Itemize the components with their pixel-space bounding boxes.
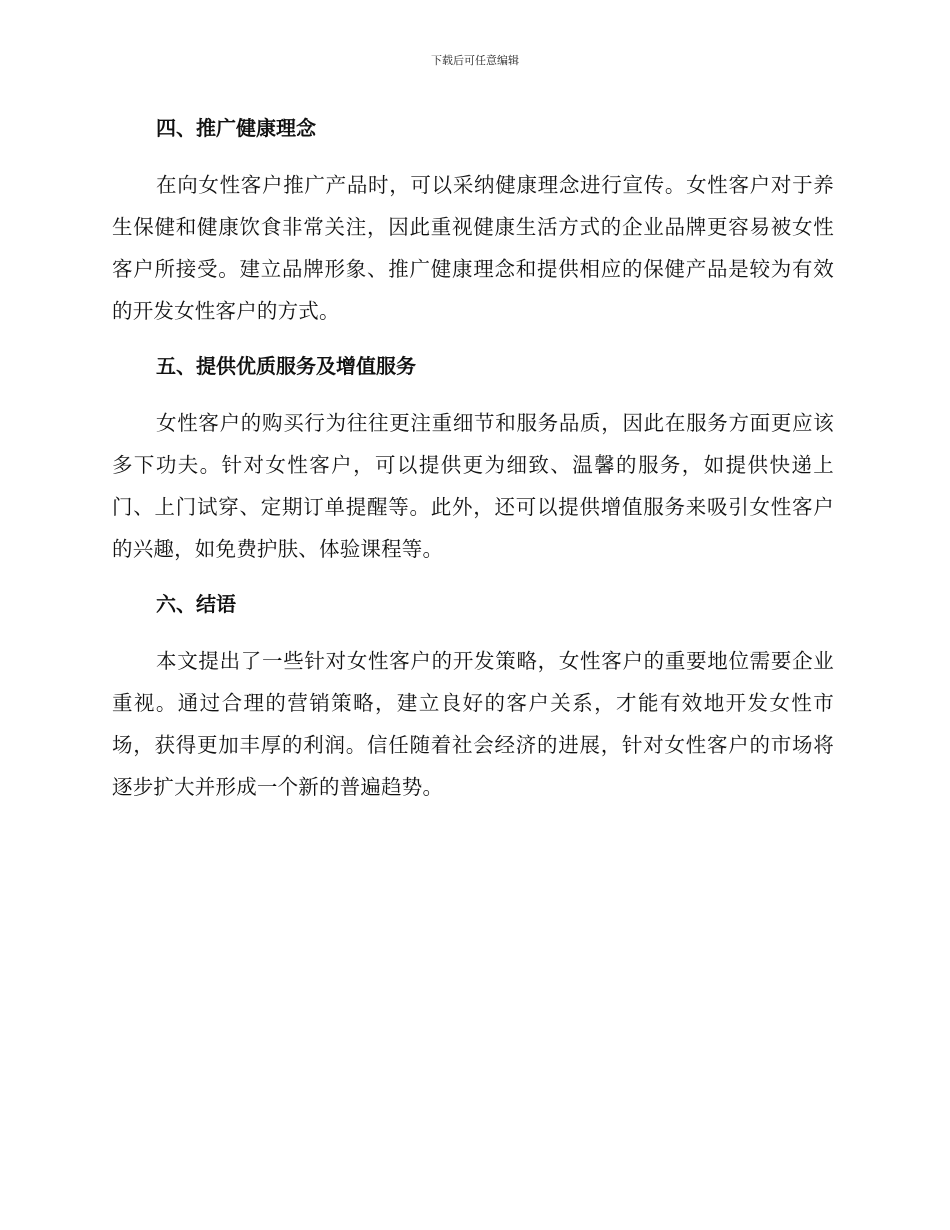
section-heading: 六、结语 [156, 592, 236, 616]
section-paragraph: 本文提出了一些针对女性客户的开发策略，女性客户的重要地位需要企业重视。通过合理的营销策略，建立良好的客户关系，才能有效地开发女性市场，获得更加丰厚的利润。信任随着社会经济的进展，针对女性客户的市场将逐步扩大并形成一个新的普遍趋势。 [112, 649, 834, 799]
section-paragraph: 在向女性客户推广产品时，可以采纳健康理念进行宣传。女性客户对于养生保健和健康饮食非常关注，因此重视健康生活方式的企业品牌更容易被女性客户所接受。建立品牌形象、推广健康理念和提供相应的保健产品是较为有效的开发女性客户的方式。 [112, 173, 834, 323]
document-body [112, 110, 834, 808]
page-header: 下载后可任意编辑 [431, 54, 519, 67]
section-heading: 五、提供优质服务及增值服务 [156, 354, 416, 378]
section-quality-service [112, 348, 834, 570]
section-conclusion [112, 586, 834, 808]
section-paragraph: 女性客户的购买行为往往更注重细节和服务品质，因此在服务方面更应该多下功夫。针对女性客户，可以提供更为细致、温馨的服务，如提供快递上门、上门试穿、定期订单提醒等。此外，还可以提供增值服务来吸引女性客户的兴趣，如免费护肤、体验课程等。 [112, 411, 834, 561]
section-heading: 四、推广健康理念 [156, 116, 316, 140]
section-promote-health [112, 110, 834, 332]
